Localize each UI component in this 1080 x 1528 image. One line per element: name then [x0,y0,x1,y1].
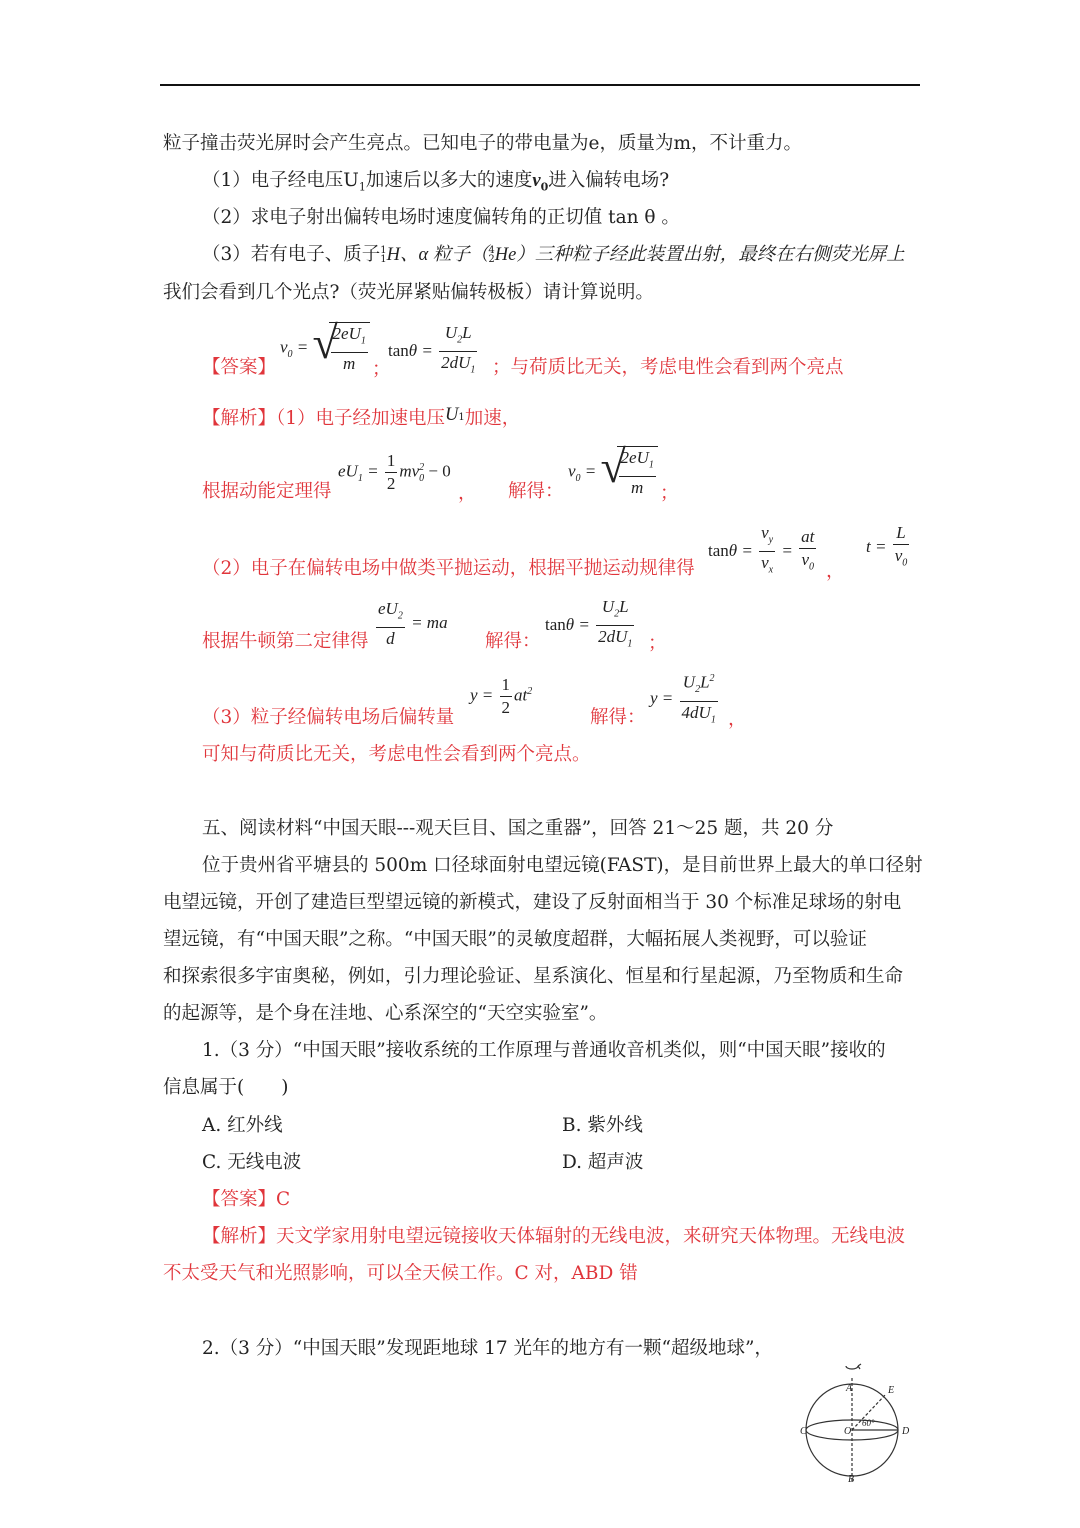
globe-label-b: B [848,1474,855,1485]
analysis-projectile: （2）电子在偏转电场中做类平抛运动，根据平抛运动规律得 [202,558,695,579]
analysis-newton-end: ； [648,633,667,654]
globe-label-o: O [844,1426,852,1437]
analysis-conclusion: 可知与荷质比无关，考虑电性会看到两个亮点。 [202,744,591,765]
option-c: C. 无线电波 [202,1152,302,1173]
question-3: （3）若有电子、质子1 1H、α 粒子（4 2He）三种粒子经此装置出射，最终在右侧荧光屏上 [202,244,905,265]
analysis-kinetic-sep: ， [458,483,477,504]
question-fast-1: 1.（3 分）“中国天眼”接收系统的工作原理与普通收音机类似，则“中国天眼”接收的 [202,1040,886,1061]
formula-tan-solved: tanθ = $\frac{U_2L}{2dU_1}$ [545,597,633,650]
formula-y-solved: y = $\frac{U_2L^2}{4dU_1}$ [650,668,720,731]
analysis-part1: 【解析】（1）电子经加速电压$U_1$加速， [202,405,521,429]
reading-para-line: 位于贵州省平塘县的 500m 口径球面射电望远镜(FAST)，是目前世界上最大的单口径射 [202,855,923,876]
reading-para-line: 和探索很多宇宙奥秘，例如，引力理论验证、星系演化、恒星和行星起源，乃至物质和生命 [163,966,904,987]
option-d: D. 超声波 [562,1152,644,1173]
answer-label: 【答案】 [202,357,277,378]
question-1: （1）电子经电压$U_1$加速后以多大的速度$v_0$进入偏转电场? [202,170,670,194]
analysis-fast-1: 【解析】天文学家用射电望远镜接收天体辐射的无线电波，来研究天体物理。无线电波 [202,1226,906,1247]
globe-angle: 60° [862,1418,875,1428]
section-heading: 五、阅读材料“中国天眼---观天巨目、国之重器”，回答 21～25 题，共 20 分 [202,818,834,839]
globe-label-a: A [846,1383,853,1394]
answer-fast-1: 【答案】C [202,1189,291,1210]
answer-tail: ；与荷质比无关，考虑电性会看到两个亮点 [492,357,844,378]
analysis-deflection: （3）粒子经偏转电场后偏转量 [202,707,455,728]
question-3-cont: 我们会看到几个光点?（荧光屏紧贴偏转极板）请计算说明。 [163,282,654,303]
analysis-projectile-sep: ， [826,561,845,582]
analysis-kinetic: 根据动能定理得 [202,481,332,502]
option-a: A. 红外线 [202,1115,283,1136]
globe-diagram [790,1360,920,1490]
question-fast-2: 2.（3 分）“中国天眼”发现距地球 17 光年的地方有一颗“超级地球”， [202,1338,773,1359]
globe-label-e: E [888,1385,895,1396]
formula-v0: $v_0$ = √ $\frac{2eU_1}{m}$ [280,322,370,375]
problem-line-1: 粒子撞击荧光屏时会产生亮点。已知电子的带电量为e，质量为m，不计重力。 [163,133,802,154]
analysis-kinetic-solve: 解得： [508,481,564,502]
formula-tan-velocity: tanθ = $\frac{v_y}{v_x}$ = $\frac{at}{v_0}$ [708,523,815,576]
analysis-deflection-solve: 解得： [590,707,646,728]
analysis-newton-solve: 解得： [485,631,541,652]
analysis-fast-1-cont: 不太受天气和光照影响，可以全天候工作。C 对，ABD 错 [163,1263,638,1284]
globe-label-d: D [902,1426,910,1437]
formula-y: y = $\frac{1}{2}$ $at^2$ [470,675,533,717]
formula-tan-answer: tanθ = $\frac{U_2L}{2dU_1}$ [388,323,476,376]
question-fast-1-cont: 信息属于( ) [163,1077,289,1098]
formula-newton: $\frac{eU_2}{d}$ = ma [378,599,448,649]
reading-para-line: 的起源等，是个身在洼地、心系深空的“天空实验室”。 [163,1003,608,1024]
analysis-kinetic-end: ； [660,483,679,504]
analysis-newton: 根据牛顿第二定律得 [202,631,369,652]
question-2: （2）求电子射出偏转电场时速度偏转角的正切值 tan θ 。 [202,207,680,228]
formula-time: t = $\frac{L}{v_0}$ [866,523,908,569]
option-b: B. 紫外线 [562,1115,643,1136]
answer-sep: ； [372,359,391,380]
reading-para-line: 电望远镜，开创了建造巨型望远镜的新模式，建设了反射面相当于 30 个标准足球场的射电 [163,892,902,913]
header-rule [160,84,920,86]
globe-label-c: C [800,1426,807,1437]
reading-para-line: 望远镜，有“中国天眼”之称。“中国天眼”的灵敏度超群，大幅拓展人类视野，可以验证 [163,929,867,950]
formula-v0-solved: $v_0$ = √ $\frac{2eU_1}{m}$ [568,446,658,499]
analysis-deflection-end: ， [728,709,747,730]
formula-energy: $eU_1$ = $\frac{1}{2}$ $mv_0^2 - 0$ [338,451,451,493]
